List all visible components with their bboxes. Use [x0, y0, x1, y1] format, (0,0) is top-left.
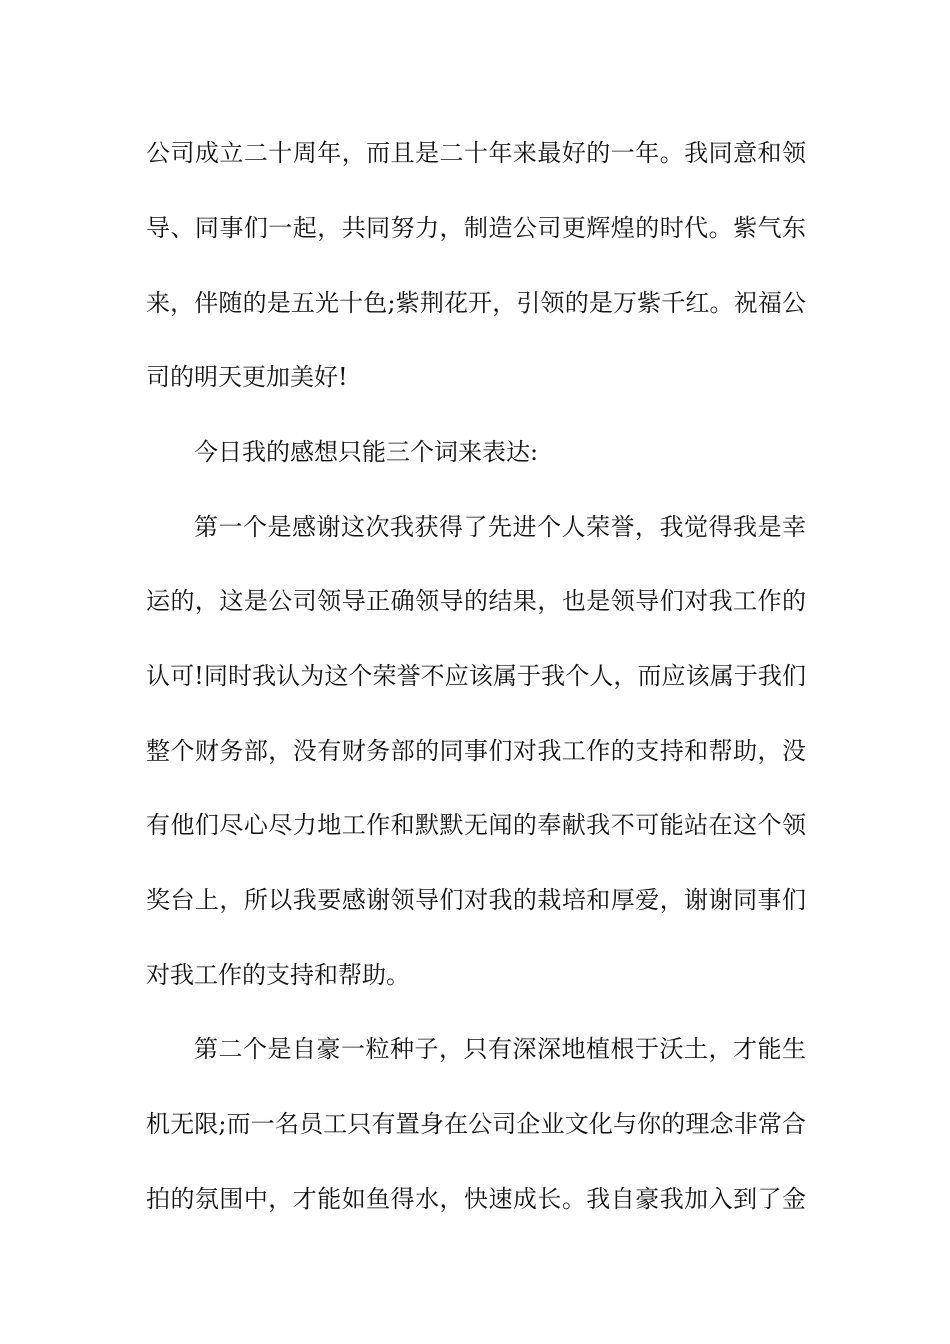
paragraph-line-6: 第一个是感谢这次我获得了先进个人荣誉，我觉得我是幸 [194, 513, 806, 541]
paragraph-line-11: 奖台上，所以我要感谢领导们对我的栽培和厚爱，谢谢同事们 [146, 886, 806, 914]
paragraph-line-12: 对我工作的支持和帮助。 [146, 961, 410, 989]
paragraph-line-10: 有他们尽心尽力地工作和默默无闻的奉献我不可能站在这个领 [146, 811, 806, 839]
paragraph-line-9: 整个财务部，没有财务部的同事们对我工作的支持和帮助，没 [146, 737, 806, 765]
paragraph-line-15: 拍的氛围中，才能如鱼得水，快速成长。我自豪我加入到了金 [146, 1185, 806, 1213]
paragraph-line-13: 第二个是自豪一粒种子，只有深深地植根于沃土，才能生 [194, 1035, 806, 1063]
paragraph-line-8: 认可!同时我认为这个荣誉不应该属于我个人，而应该属于我们 [146, 662, 806, 690]
paragraph-line-14: 机无限;而一名员工只有置身在公司企业文化与你的理念非常合 [146, 1110, 806, 1138]
paragraph-line-5: 今日我的感想只能三个词来表达: [194, 438, 539, 466]
paragraph-line-1: 公司成立二十周年，而且是二十年来最好的一年。我同意和领 [146, 139, 806, 167]
paragraph-line-3: 来，伴随的是五光十色;紫荆花开，引领的是万紫千红。祝福公 [146, 289, 806, 317]
paragraph-line-7: 运的，这是公司领导正确领导的结果，也是领导们对我工作的 [146, 587, 806, 615]
paragraph-line-2: 导、同事们一起，共同努力，制造公司更辉煌的时代。紫气东 [146, 214, 806, 242]
paragraph-line-4: 司的明天更加美好! [146, 363, 348, 391]
